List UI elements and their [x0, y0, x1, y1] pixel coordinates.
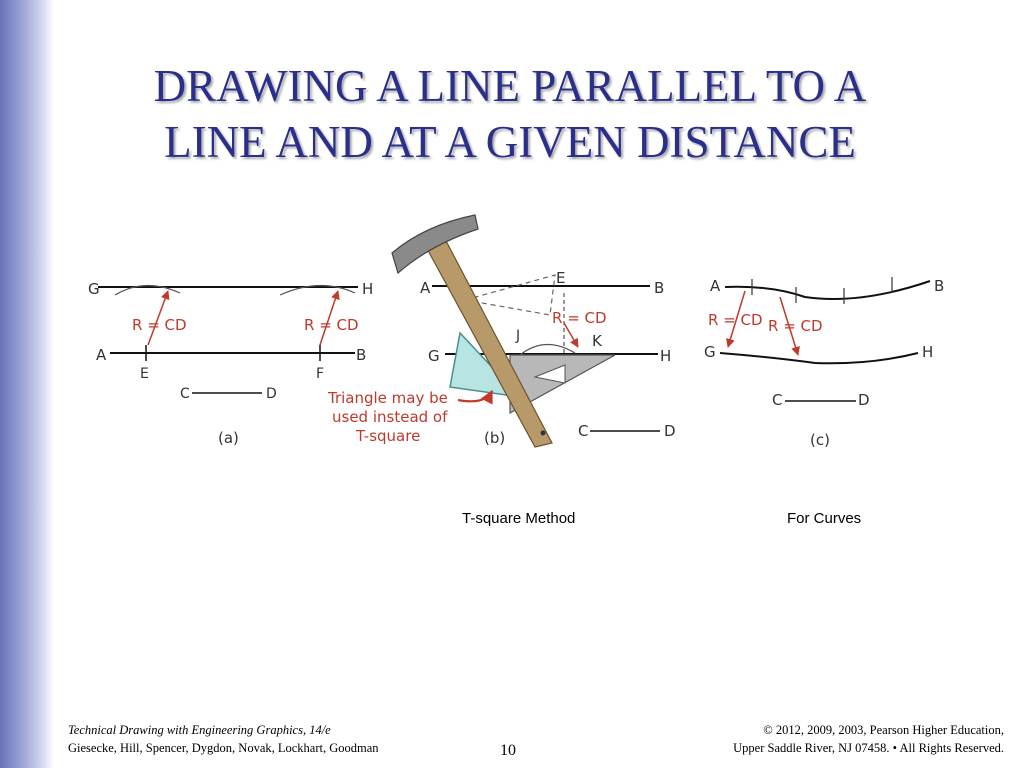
- caption-tsquare: T-square Method: [462, 510, 576, 527]
- footer-citation: [68, 721, 379, 757]
- panel-a: [88, 280, 373, 447]
- label-b-a: B: [356, 346, 367, 364]
- label-c-a: C: [180, 386, 190, 402]
- label-d-a: D: [266, 386, 277, 402]
- panel-label-b: (b): [484, 429, 506, 447]
- radius-label-right-a: R = CD: [304, 316, 359, 334]
- note-line-3-b: T-square: [356, 427, 421, 445]
- footer-address-line: Upper Saddle River, NJ 07458. • All Rights Reserved.: [733, 741, 1004, 755]
- radius-label-right-c: R = CD: [768, 317, 823, 335]
- note-line-1-b: Triangle may be: [328, 389, 448, 407]
- footer-copyright: [733, 721, 1004, 757]
- label-b-b: B: [654, 279, 665, 297]
- label-h-c: H: [922, 343, 934, 361]
- radius-label-b: R = CD: [552, 309, 607, 327]
- panel-label-c: (c): [810, 431, 830, 449]
- label-h-b: H: [660, 347, 672, 365]
- curve-gh-c: [720, 353, 918, 363]
- title-line-2: LINE AND AT A GIVEN DISTANCE: [164, 117, 856, 167]
- label-j-b: J: [516, 328, 521, 344]
- label-d-b: D: [664, 422, 676, 440]
- label-b-c: B: [934, 277, 945, 295]
- label-e-a: E: [140, 366, 149, 382]
- sidebar-decoration: [0, 0, 54, 768]
- panel-c: [704, 277, 944, 449]
- construction-figure: [80, 205, 960, 480]
- caption-curves: For Curves: [787, 510, 862, 527]
- title-line-1: DRAWING A LINE PARALLEL TO A: [153, 61, 867, 111]
- label-g-b: G: [428, 347, 440, 365]
- footer-authors: Giesecke, Hill, Spencer, Dygdon, Novak, Lockhart, Goodman: [68, 741, 379, 755]
- curve-ab-c: [725, 281, 930, 299]
- label-a-c: A: [710, 277, 721, 295]
- label-f-a: F: [316, 366, 325, 382]
- label-k-b: K: [592, 332, 602, 350]
- footer-book-title: Technical Drawing with Engineering Graphics, 14/e: [68, 723, 331, 737]
- figure-svg: [80, 205, 960, 480]
- label-c-c: C: [772, 391, 783, 409]
- label-a-b: A: [420, 279, 431, 297]
- label-c-b: C: [578, 422, 589, 440]
- radius-label-left-a: R = CD: [132, 316, 187, 334]
- note-line-2-b: used instead of: [332, 408, 448, 426]
- slide-title: [60, 58, 960, 170]
- label-d-c: D: [858, 391, 870, 409]
- label-g-c: G: [704, 343, 716, 361]
- label-g-a: G: [88, 280, 100, 298]
- label-h-a: H: [362, 280, 374, 298]
- panel-b: [327, 215, 676, 447]
- footer-copyright-line: © 2012, 2009, 2003, Pearson Higher Education,: [763, 723, 1004, 737]
- radius-label-left-c: R = CD: [708, 311, 763, 329]
- page-number: 10: [500, 742, 516, 759]
- label-a-a: A: [96, 346, 107, 364]
- panel-label-a: (a): [218, 429, 239, 447]
- label-e-b: E: [556, 269, 566, 287]
- t-square-hole: [541, 431, 546, 436]
